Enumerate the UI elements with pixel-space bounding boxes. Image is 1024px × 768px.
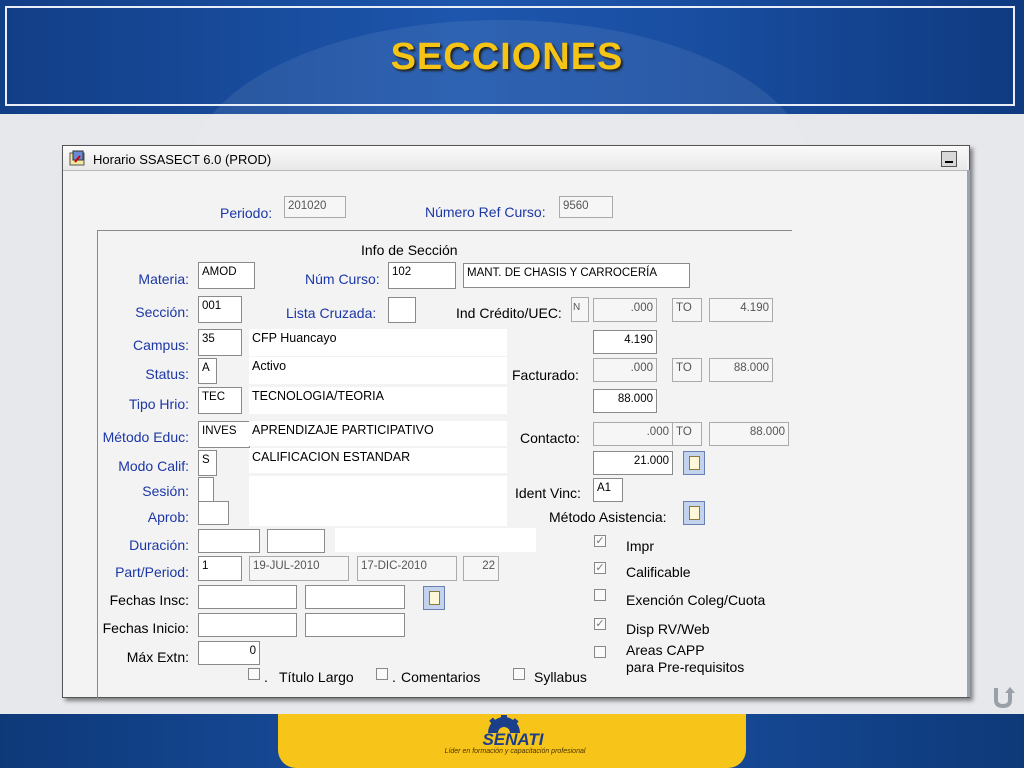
calificable-checkbox[interactable]: ✓ [595, 562, 605, 574]
num-ref-field[interactable]: 9560 [559, 196, 613, 218]
slide-title: SECCIONES [390, 36, 624, 78]
disp-label: Disp RV/Web [626, 621, 710, 637]
periodo-label: Periodo: [220, 205, 273, 221]
exencion-label: Exención Coleg/Cuota [626, 592, 766, 608]
back-arrow-icon[interactable] [990, 684, 1016, 710]
num-curso-field[interactable]: 102 [388, 262, 456, 289]
credito-high-field[interactable]: 4.190 [709, 298, 773, 322]
description-box [249, 476, 507, 526]
lista-cruzada-label: Lista Cruzada: [286, 305, 377, 321]
asistencia-doc-button[interactable] [683, 501, 705, 525]
senati-logo: SENATI [482, 730, 544, 749]
contacto-field[interactable]: 21.000 [593, 451, 673, 475]
duracion-desc [335, 528, 536, 552]
tipo-hrio-desc: TECNOLOGIA/TEORIA [249, 387, 507, 414]
fechas-insc-end[interactable] [305, 585, 405, 609]
fechas-inicio-label: Fechas Inicio: [102, 620, 189, 636]
fechas-insc-label: Fechas Insc: [109, 592, 189, 608]
app-icon [69, 150, 87, 166]
credito-low-field[interactable]: .000 [593, 298, 657, 322]
titulo-largo-checkbox[interactable] [248, 668, 260, 680]
document-icon [689, 506, 700, 520]
tipo-hrio-label: Tipo Hrio: [128, 396, 189, 412]
sesion-label: Sesión: [142, 483, 189, 499]
impr-checkbox[interactable]: ✓ [595, 535, 605, 547]
document-icon [429, 591, 440, 605]
fecha-inicio-part[interactable]: 19-JUL-2010 [249, 556, 349, 581]
part-period-field[interactable]: 1 [198, 556, 242, 581]
titulo-dot: . [264, 669, 268, 685]
facturado-field[interactable]: 88.000 [593, 389, 657, 413]
cont-to-field: TO [672, 422, 702, 446]
forms-window [62, 145, 970, 698]
status-label: Status: [145, 366, 189, 382]
window-edge [967, 170, 970, 697]
impr-label: Impr [626, 538, 654, 554]
syllabus-label: Syllabus [534, 669, 587, 685]
semanas-field[interactable]: 22 [463, 556, 499, 581]
calificable-label: Calificable [626, 564, 691, 580]
syllabus-checkbox[interactable] [513, 668, 525, 680]
senati-tagline: Líder en formación y capacitación profesional [444, 748, 586, 755]
window-title: Horario SSASECT 6.0 (PROD) [93, 152, 272, 167]
fact-high-field[interactable]: 88.000 [709, 358, 773, 382]
campus-field[interactable]: 35 [198, 329, 242, 356]
fecha-fin-part[interactable]: 17-DIC-2010 [357, 556, 457, 581]
seccion-field[interactable]: 001 [198, 296, 242, 323]
disp-checkbox[interactable]: ✓ [595, 618, 605, 630]
titulo-largo-label: Título Largo [279, 669, 354, 685]
duracion-field-1[interactable] [198, 529, 260, 553]
campus-label: Campus: [132, 337, 189, 353]
credito-to-field: TO [672, 298, 702, 322]
duracion-field-2[interactable] [267, 529, 325, 553]
num-ref-label: Número Ref Curso: [425, 204, 546, 220]
max-extn-field[interactable]: 0 [198, 641, 260, 665]
contacto-label: Contacto: [520, 430, 580, 446]
credito-field[interactable]: 4.190 [593, 330, 657, 354]
materia-label: Materia: [138, 271, 189, 287]
comentarios-checkbox[interactable] [376, 668, 388, 680]
max-extn-label: Máx Extn: [126, 649, 189, 665]
curso-desc-field: MANT. DE CHASIS Y CARROCERÍA [463, 263, 690, 288]
facturado-label: Facturado: [512, 367, 579, 383]
materia-field[interactable]: AMOD [198, 262, 255, 289]
seccion-label: Sección: [135, 304, 189, 320]
minimize-button[interactable] [941, 151, 957, 167]
status-desc: Activo [249, 357, 507, 384]
comentarios-dot: . [392, 669, 396, 685]
cont-low-field[interactable]: .000 [593, 422, 673, 446]
ind-credito-label: Ind Crédito/UEC: [456, 305, 562, 321]
fechas-inicio-start[interactable] [198, 613, 297, 637]
lista-cruzada-field[interactable] [388, 297, 416, 323]
fechas-inicio-end[interactable] [305, 613, 405, 637]
fact-low-field[interactable]: .000 [593, 358, 657, 382]
campus-desc: CFP Huancayo [249, 329, 507, 356]
info-section-title: Info de Sección [361, 242, 458, 258]
metodo-asistencia-label: Método Asistencia: [549, 509, 667, 525]
contacto-doc-button[interactable] [683, 451, 705, 475]
fact-to-field: TO [672, 358, 702, 382]
status-field[interactable]: A [198, 358, 217, 384]
num-curso-label: Núm Curso: [305, 271, 380, 287]
ind-n-field[interactable]: N [571, 297, 589, 322]
periodo-field[interactable]: 201020 [284, 196, 346, 218]
ident-vinc-label: Ident Vinc: [515, 485, 581, 501]
areas-label: Areas CAPP [626, 642, 705, 658]
comentarios-label: Comentarios [401, 669, 481, 685]
metodo-educ-label: Método Educ: [102, 429, 189, 445]
fechas-insc-start[interactable] [198, 585, 297, 609]
duracion-label: Duración: [129, 537, 189, 553]
part-period-label: Part/Period: [115, 564, 189, 580]
areas-sub-label: para Pre-requisitos [626, 659, 745, 675]
metodo-educ-desc: APRENDIZAJE PARTICIPATIVO [249, 421, 507, 446]
modo-calif-label: Modo Calif: [118, 458, 189, 474]
aprob-label: Aprob: [147, 509, 189, 525]
sesion-field[interactable] [198, 477, 214, 502]
tipo-hrio-field[interactable]: TEC [198, 387, 242, 414]
exencion-checkbox[interactable] [594, 589, 606, 601]
ident-vinc-field[interactable]: A1 [593, 478, 623, 502]
aprob-field[interactable] [198, 501, 229, 525]
document-icon [689, 456, 700, 470]
modo-calif-desc: CALIFICACION ESTANDAR [249, 448, 507, 473]
metodo-educ-field[interactable]: INVES [198, 421, 250, 448]
cont-high-field[interactable]: 88.000 [709, 422, 789, 446]
modo-calif-field[interactable]: S [198, 450, 217, 476]
fechas-insc-doc-button[interactable] [423, 586, 445, 610]
window-titlebar [63, 146, 967, 171]
areas-checkbox[interactable] [594, 646, 606, 658]
